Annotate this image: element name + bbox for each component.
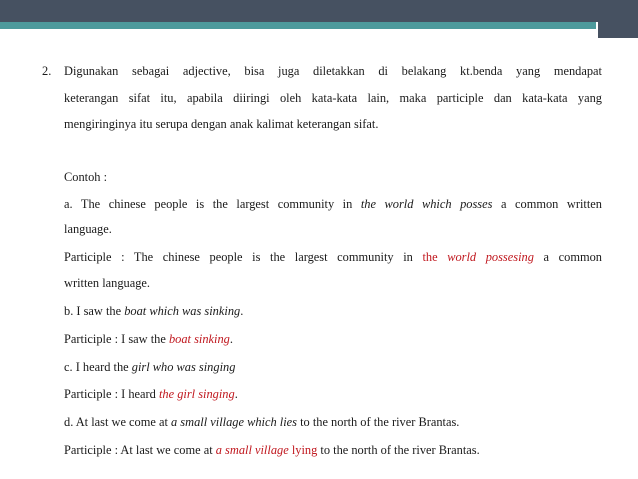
example-c-clause: girl who was singing: [131, 360, 236, 374]
corner-accent-block: [596, 22, 638, 38]
participle-d-phrase: a small village: [215, 443, 289, 457]
item-number: 2.: [42, 64, 52, 78]
accent-strip: [0, 22, 638, 29]
participle-a-phrase: world possesing: [447, 250, 534, 264]
example-d-clause: a small village which lies: [171, 415, 297, 429]
example-b-clause: boat which was sinking: [124, 304, 241, 318]
participle-c-phrase: the girl singing: [158, 387, 235, 401]
item-text-line-3: mengiringinya itu serupa dengan anak kalimat keterangan sifat.: [64, 117, 379, 131]
item-text-line-2: keterangan sifat itu, apabila diiringi oleh kata-kata lain, maka participle dan kata-kata yang: [64, 91, 602, 105]
item-text-line-1: Digunakan sebagai adjective, bisa juga diletakkan di belakang kt.benda yang mendapat: [64, 64, 602, 78]
participle-d-lying: lying: [288, 443, 318, 457]
title-bar: [0, 0, 638, 22]
example-a-clause: the world which posses: [360, 197, 493, 211]
participle-a-the: the: [422, 250, 438, 264]
participle-b-phrase: boat sinking: [168, 332, 230, 346]
